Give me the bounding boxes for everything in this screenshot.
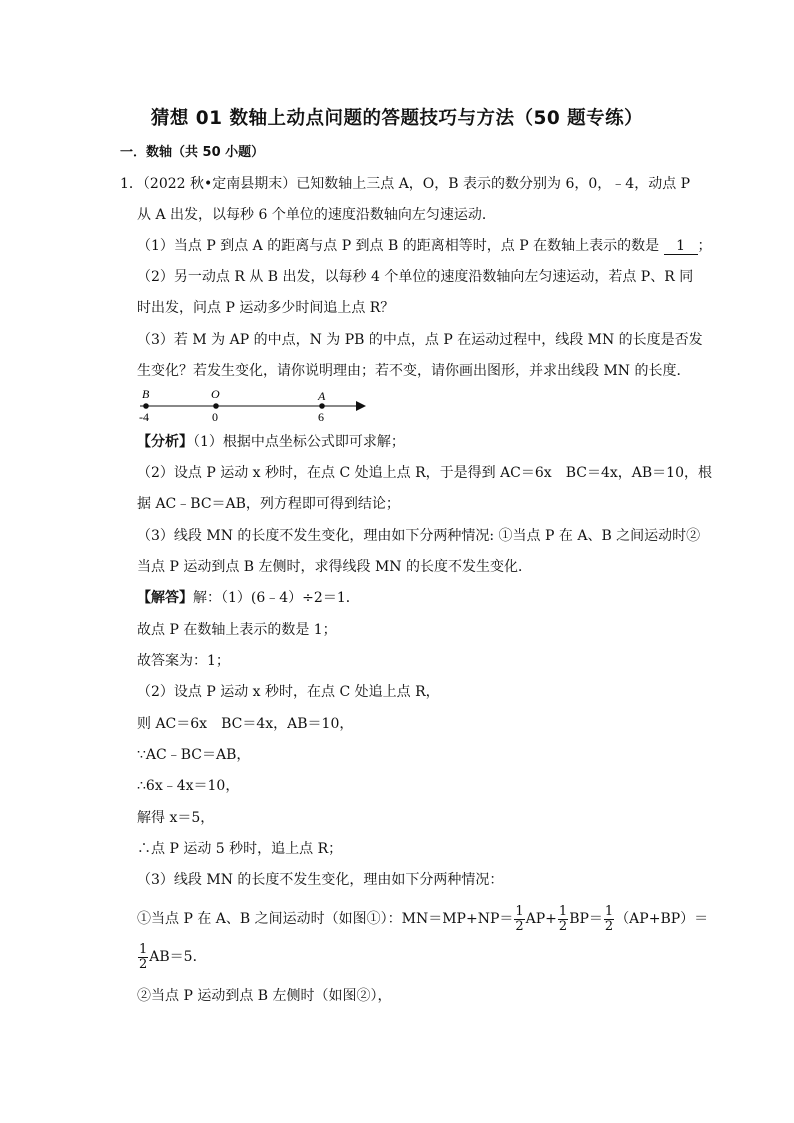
fraction-denominator: 2 <box>558 918 568 934</box>
question-3-line-1: （3）若 M 为 AP 的中点，N 为 PB 的中点，点 P 在运动过程中，线段 MN 的长度是否发 <box>137 332 703 348</box>
label-b: B <box>142 387 150 401</box>
point-a <box>319 403 325 409</box>
solution-12-text: AB＝5． <box>149 949 207 965</box>
solution-11-c: BP＝ <box>569 911 603 927</box>
question-2-line-2: 时出发，问点 P 运动多少时间追上点 R？ <box>137 300 395 316</box>
analysis-line-4: （3）线段 MN 的长度不发生变化，理由如下分两种情况: ①当点 P 在 A、B 之间运动时② <box>137 528 701 544</box>
solution-tag: 【解答】 <box>137 590 193 606</box>
fraction-half-1 <box>514 905 524 934</box>
analysis-line-3: 据 AC﹣BC＝AB，列方程即可得到结论； <box>137 496 400 512</box>
fraction-denominator: 2 <box>139 956 148 972</box>
solution-line-6: ∵AC﹣BC＝AB， <box>137 747 251 763</box>
question-1-end: ； <box>697 238 712 254</box>
fraction-numerator: 1 <box>139 941 148 957</box>
question-1-text: （1）当点 P 到点 A 的距离与点 P 到点 B 的距离相等时，点 P 在数轴上表示的数是 <box>137 238 660 254</box>
solution-line-5: 则 AC＝6x BC＝4x，AB＝10， <box>137 716 354 732</box>
solution-11-b: AP+ <box>525 911 557 927</box>
label-a: A <box>318 389 326 403</box>
fraction-half-3 <box>604 905 614 934</box>
question-1 <box>137 236 712 256</box>
question-2-line-1: （2）另一动点 R 从 B 出发，以每秒 4 个单位的速度沿数轴向左匀速运动，若点 P、R 同 <box>137 269 694 285</box>
solution-line-13: ②当点 P 运动到点 B 左侧时（如图②）， <box>137 988 392 1004</box>
solution-line-2: 故点 P 在数轴上表示的数是 1； <box>137 622 337 638</box>
tick-label-minus4: -4 <box>139 410 149 424</box>
solution-line-10: （3）线段 MN 的长度不发生变化，理由如下分两种情况： <box>137 872 504 888</box>
problem-line-1: 1．（2022 秋•定南县期末）已知数轴上三点 A，O，B 表示的数分别为 6，0，﹣4，动点 P <box>120 176 691 192</box>
solution-11-d: （AP+BP）＝ <box>615 911 709 927</box>
analysis-line-2: （2）设点 P 运动 x 秒时，在点 C 处追上点 R，于是得到 AC＝6x BC＝4x，AB＝10，根 <box>137 465 712 481</box>
fraction-numerator: 1 <box>558 903 568 919</box>
tick-label-6: 6 <box>318 410 324 424</box>
answer-blank: 1 <box>664 238 698 255</box>
solution-text-1: 解：（1）(6﹣4）÷2＝1． <box>193 590 360 606</box>
fraction-half-4 <box>138 943 148 972</box>
label-o: O <box>211 387 220 401</box>
solution-line-12 <box>137 942 207 972</box>
point-o <box>213 403 219 409</box>
number-line-arrow <box>356 401 366 411</box>
fraction-denominator: 2 <box>515 918 524 934</box>
analysis-line-5: 当点 P 运动到点 B 左侧时，求得线段 MN 的长度不发生变化． <box>137 559 532 575</box>
number-line-figure <box>136 386 376 428</box>
point-b <box>143 403 149 409</box>
question-3-line-2: 生变化？若发生变化，请你说明理由；若不变，请你画出图形，并求出线段 MN 的长度． <box>137 363 691 379</box>
fraction-numerator: 1 <box>515 903 524 919</box>
fraction-half-2 <box>558 905 568 934</box>
solution-line-3: 故答案为：1； <box>137 653 230 669</box>
analysis-text-1: （1）根据中点坐标公式即可求解； <box>193 434 405 450</box>
tick-label-0: 0 <box>212 410 218 424</box>
solution-line-1 <box>137 588 360 608</box>
fraction-numerator: 1 <box>604 903 614 919</box>
fraction-denominator: 2 <box>604 918 614 934</box>
solution-line-7: ∴6x﹣4x＝10， <box>137 778 240 794</box>
analysis-line-1 <box>137 432 405 452</box>
solution-line-4: （2）设点 P 运动 x 秒时，在点 C 处追上点 R， <box>137 684 440 700</box>
solution-line-8: 解得 x＝5， <box>137 810 215 826</box>
solution-line-11 <box>137 904 708 934</box>
solution-11-a: ①当点 P 在 A、B 之间运动时（如图①）：MN＝MP+NP＝ <box>137 911 514 927</box>
page-title: 猜想 01 数轴上动点问题的答题技巧与方法（50 题专练） <box>150 108 644 129</box>
analysis-tag: 【分析】 <box>137 434 193 450</box>
section-heading: 一．数轴（共 50 小题） <box>120 145 265 160</box>
solution-line-9: ∴点 P 运动 5 秒时，追上点 R； <box>137 841 343 857</box>
problem-line-2: 从 A 出发，以每秒 6 个单位的速度沿数轴向左匀速运动． <box>137 207 496 223</box>
